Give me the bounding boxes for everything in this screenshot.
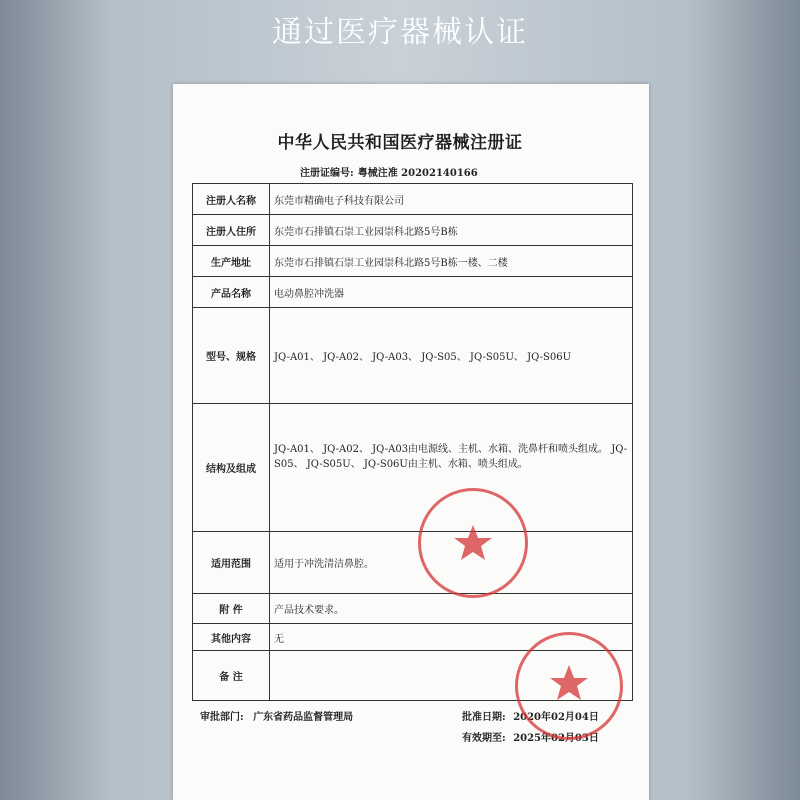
certificate-title: 中华人民共和国医疗器械注册证: [277, 133, 523, 153]
table-row: [193, 246, 633, 277]
table-row: [193, 532, 633, 594]
table-row: [193, 308, 633, 404]
row-label: 产品名称: [193, 277, 270, 308]
row-label: 其他内容: [193, 624, 270, 651]
banner-title: 通过医疗器械认证: [272, 15, 528, 50]
table-row: [193, 651, 633, 701]
row-value: 东莞市精确电子科技有限公司: [270, 184, 633, 215]
approval-department: [200, 708, 353, 723]
table-row: [193, 184, 633, 215]
table-row: [193, 277, 633, 308]
row-value: JQ-A01、 JQ-A02、 JQ-A03、 JQ-S05、 JQ-S05U、 JQ-S06U: [270, 308, 633, 404]
row-value: [270, 651, 633, 701]
approval-department-value: 广东省药品监督管理局: [253, 712, 354, 723]
row-label: 结构及组成: [193, 404, 270, 532]
row-label: 适用范围: [193, 532, 270, 594]
row-value: JQ-A01、 JQ-A02、 JQ-A03由电源线、主机、水箱、洗鼻杆和喷头组成。 JQ-S05、 JQ-S05U、 JQ-S06U由主机、水箱、喷头组成。: [270, 404, 633, 532]
row-value: 无: [270, 624, 633, 651]
approval-department-label: 审批部门:: [200, 712, 244, 723]
row-label: 生产地址: [193, 246, 270, 277]
certificate-table: [192, 183, 633, 701]
row-label: 型号、规格: [193, 308, 270, 404]
registration-number: [300, 164, 482, 179]
row-label: 注册人住所: [193, 215, 270, 246]
approval-date-label: 批准日期:: [462, 712, 506, 723]
valid-until-label: 有效期至:: [462, 733, 506, 744]
row-label: 附 件: [193, 594, 270, 624]
row-value: 东莞市石排镇石崇工业园崇科北路5号B栋: [270, 215, 633, 246]
table-row: [193, 404, 633, 532]
row-value: 东莞市石排镇石崇工业园崇科北路5号B栋一楼、二楼: [270, 246, 633, 277]
approval-date-value: 2020年02月04日: [513, 712, 599, 723]
row-value: 产品技术要求。: [270, 594, 633, 624]
valid-until: [462, 729, 599, 744]
row-value: 电动鼻腔冲洗器: [270, 277, 633, 308]
registration-number-value: 粤械注准 20202140166: [357, 168, 478, 179]
table-row: [193, 594, 633, 624]
row-label: 注册人名称: [193, 184, 270, 215]
table-row: [193, 215, 633, 246]
row-value: 适用于冲洗清洁鼻腔。: [270, 532, 633, 594]
registration-number-label: 注册证编号:: [300, 168, 354, 179]
row-label: 备 注: [193, 651, 270, 701]
table-row: [193, 624, 633, 651]
approval-date: [462, 708, 599, 723]
valid-until-value: 2025年02月03日: [513, 733, 599, 744]
